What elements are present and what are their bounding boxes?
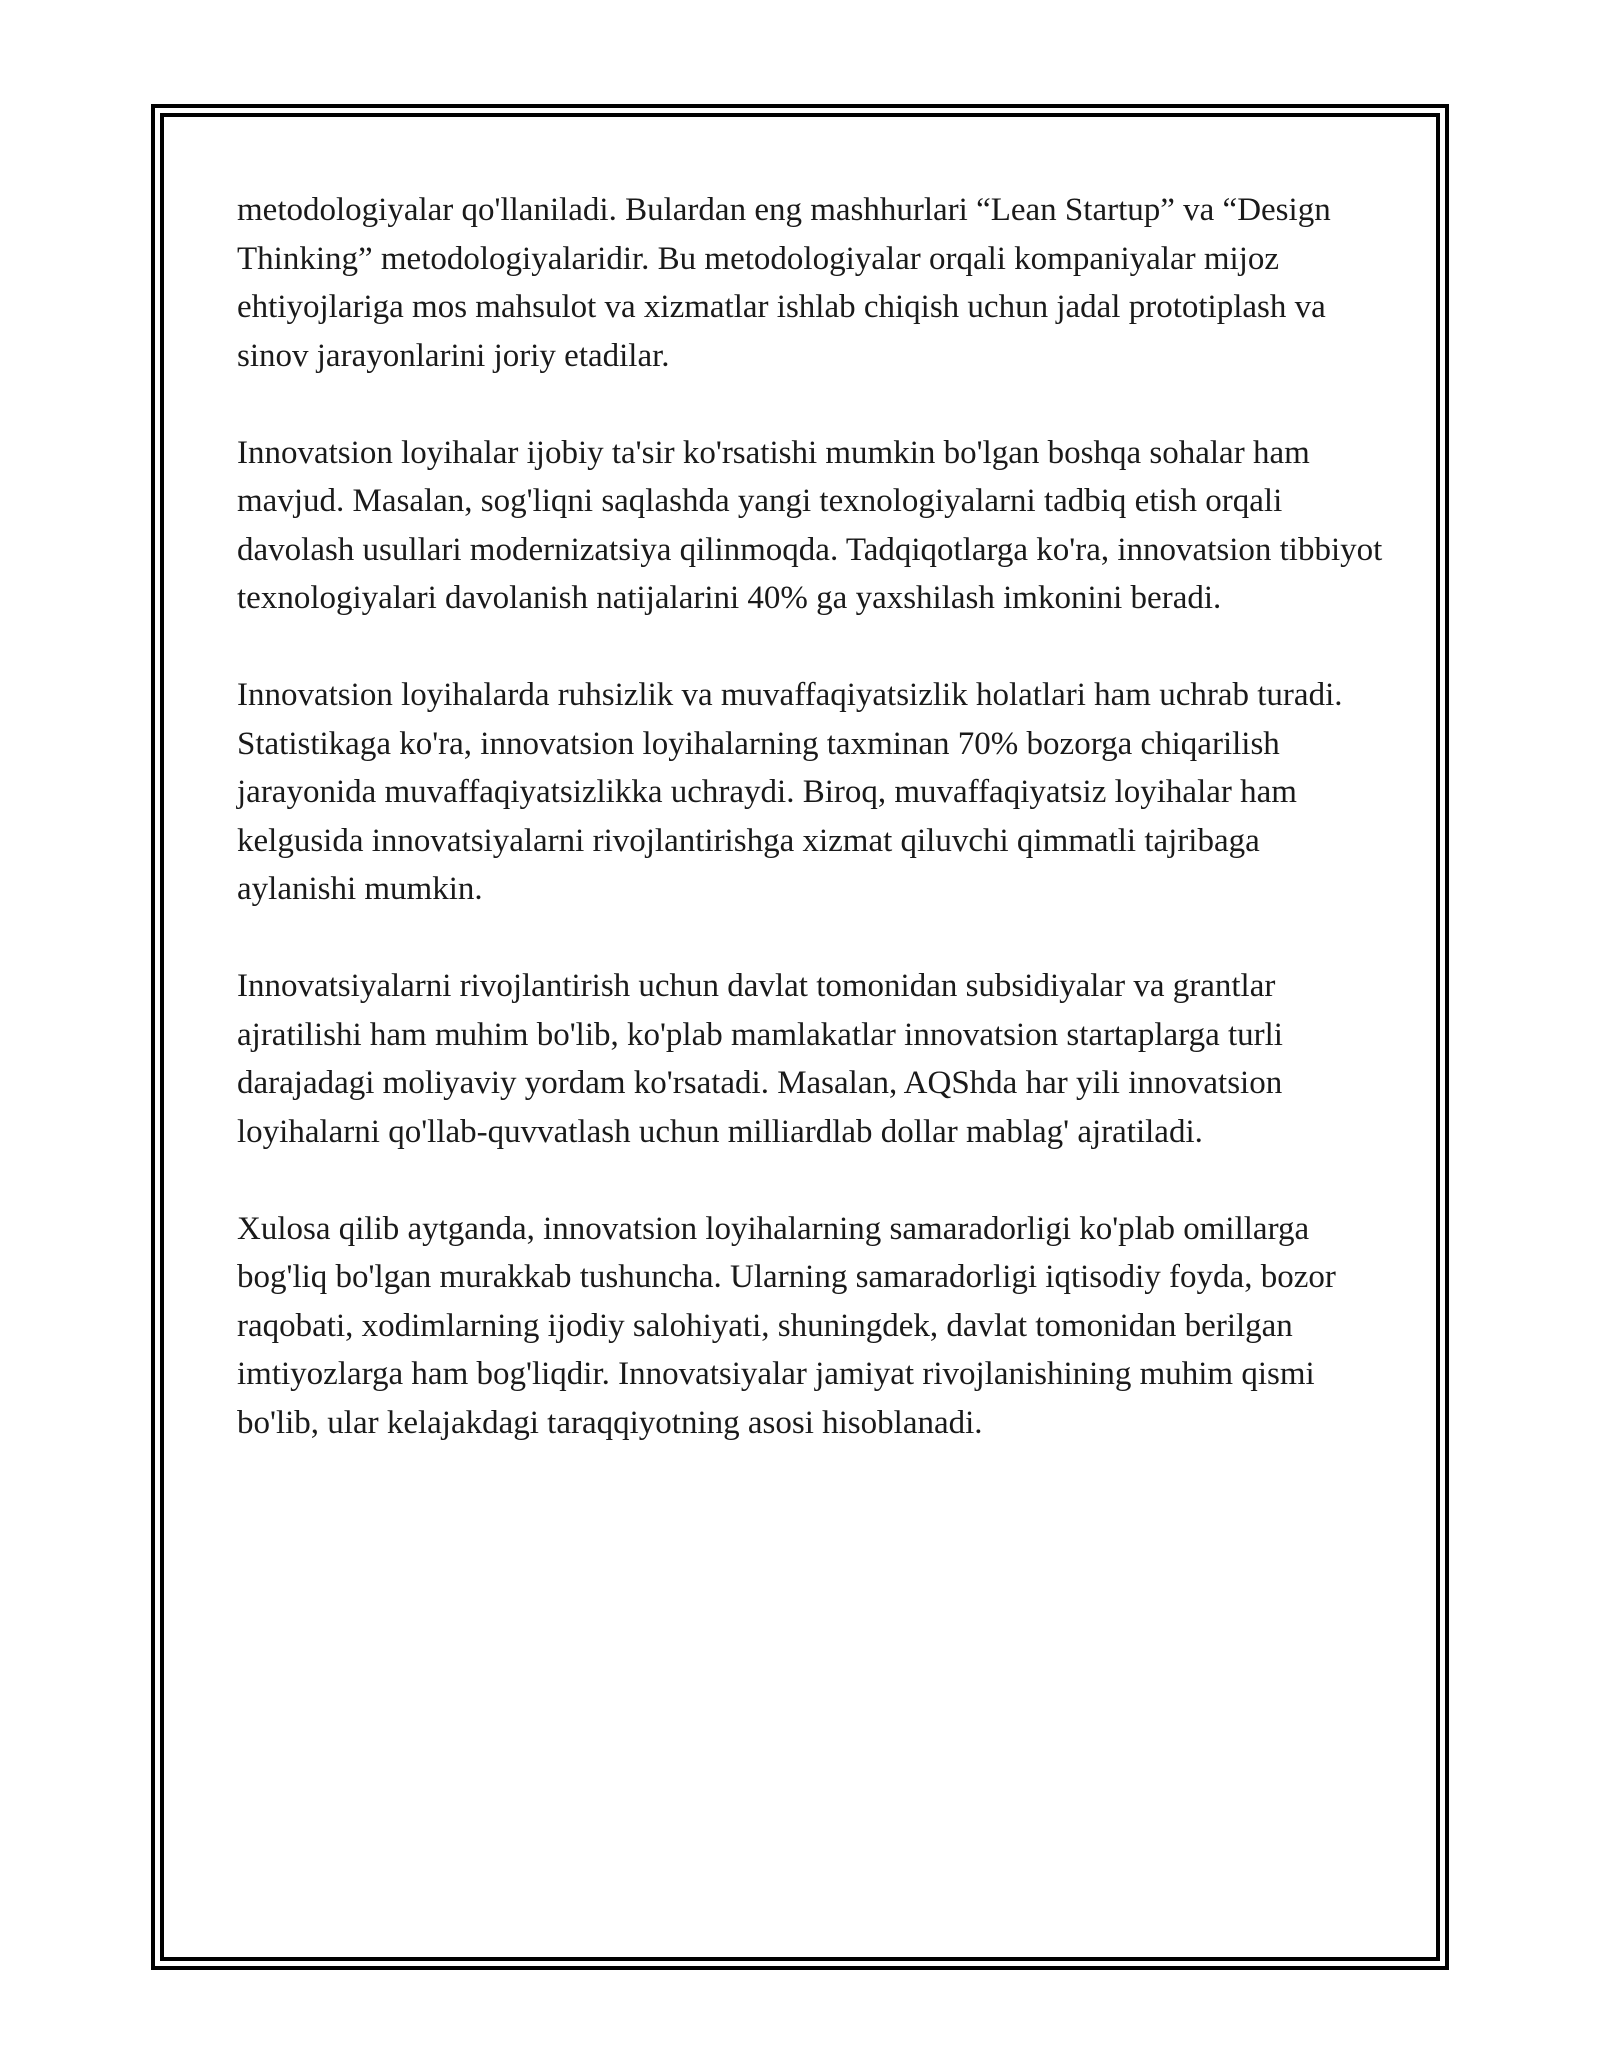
paragraph-methodologies: metodologiyalar qo'llaniladi. Bulardan eng mashhurlari “Lean Startup” va “Design Thinking” metodologiyalaridir. Bu metodologiyalar orqali kompaniyalar mijoz ehtiyojlariga mos mahsulot va xizmatlar ishlab chiqish uchun jadal prototiplash va sinov jarayonlarini joriy etadilar.	[237, 192, 1331, 374]
paragraph-failures: Innovatsion loyihalarda ruhsizlik va muvaffaqiyatsizlik holatlari ham uchrab turadi. Statistikaga ko'ra, innovatsion loyihalarning taxminan 70% bozorga chiqarilish jarayonida muvaffaqiyatsizlikka uchraydi. Biroq, muvaffaqiyatsiz loyihalar ham kelgusida innovatsiyalarni rivojlantirishga xizmat qiluvchi qimmatli tajribaga aylanishi mumkin.	[237, 677, 1343, 907]
document-body	[237, 186, 1387, 1496]
paragraph-conclusion: Xulosa qilib aytganda, innovatsion loyihalarning samaradorligi ko'plab omillarga bog'liq bo'lgan murakkab tushuncha. Ularning samaradorligi iqtisodiy foyda, bozor raqobati, xodimlarning ijodiy salohiyati, shuningdek, davlat tomonidan berilgan imtiyozlarga ham bog'liqdir. Innovatsiyalar jamiyat rivojlanishining muhim qismi bo'lib, ular kelajakdagi taraqqiyotning asosi hisoblanadi.	[237, 1210, 1336, 1441]
paragraph-healthcare: Innovatsion loyihalar ijobiy ta'sir ko'rsatishi mumkin bo'lgan boshqa sohalar ham mavjud. Masalan, sog'liqni saqlashda yangi texnologiyalarni tadbiq etish orqali davolash usullari modernizatsiya qilinmoqda. Tadqiqotlarga ko'ra, innovatsion tibbiyot texnologiyalari davolanish natijalarini 40% ga yaxshilash imkonini beradi.	[237, 434, 1383, 616]
paragraph-subsidies: Innovatsiyalarni rivojlantirish uchun davlat tomonidan subsidiyalar va grantlar ajratilishi ham muhim bo'lib, ko'plab mamlakatlar innovatsion startaplarga turli darajadagi moliyaviy yordam ko'rsatadi. Masalan, AQShda har yili innovatsion loyihalarni qo'llab-quvvatlash uchun milliardlab dollar mablag' ajratiladi.	[237, 968, 1283, 1150]
